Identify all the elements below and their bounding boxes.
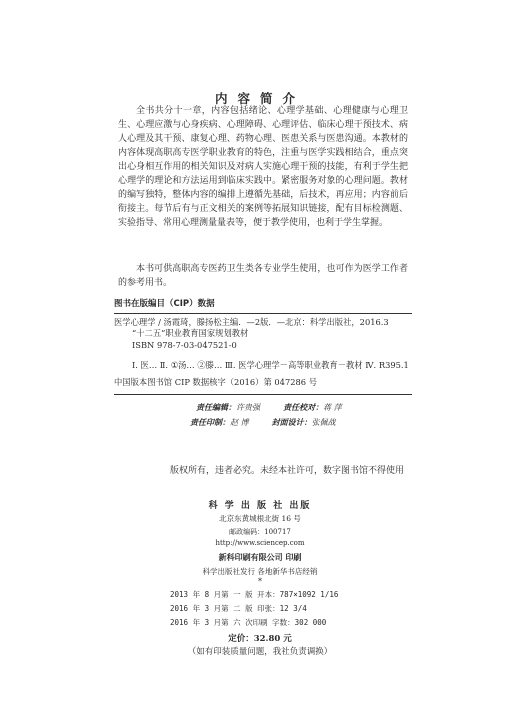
printer-label: 责任印制： bbox=[190, 417, 230, 427]
cip-bottom-rule bbox=[114, 394, 412, 395]
cover-designer-name: 张佩战 bbox=[311, 418, 336, 427]
cip-subject-line: Ⅰ. 医… Ⅱ. ①汤… ②滕… Ⅲ. 医学心理学－高等职业教育－教材 Ⅳ. R395.1 bbox=[132, 360, 409, 370]
publisher-address: 北京东黄城根北街 16 号 bbox=[219, 514, 301, 523]
rights-statement: 版权所有，违者必究。未经本社许可，数字图书馆不得使用 bbox=[170, 466, 405, 476]
edition-row-3: 2016 年 3 月第 六 次印刷 字数：302 000 bbox=[170, 618, 327, 627]
book-price: 定价：32.80 元 bbox=[228, 634, 292, 644]
publisher-name: 科 学 出 版 社 出版 bbox=[208, 501, 312, 511]
intro-title: 内容简介 bbox=[214, 91, 305, 106]
proofreader-label: 责任校对： bbox=[283, 402, 324, 412]
publisher-url: http://www.sciencep.com bbox=[215, 539, 305, 547]
cip-record-line: 医学心理学 / 汤霞琦，滕扬松主编．—2版．—北京：科学出版社，2016.3 bbox=[114, 317, 389, 327]
staff-row-production bbox=[190, 417, 336, 428]
cip-series-line: “十二五”职业教育国家规划教材 bbox=[132, 328, 249, 338]
edition-row-2: 2016 年 3 月第 二 版 印张：12 3/4 bbox=[170, 604, 307, 613]
intro-paragraph-2: 本书可供高职高专医药卫生类各专业学生使用，也可作为医学工作者的参考用书。 bbox=[118, 264, 408, 288]
printing-company: 新科印刷有限公司 印刷 bbox=[218, 552, 302, 562]
proofreader-name: 蒋 萍 bbox=[323, 403, 342, 412]
intro-paragraph-1: 全书共分十一章，内容包括绪论、心理学基础、心理健康与心理卫生、心理应激与心身疾病、心理障碍、心理评估、临床心理干预技术、病人心理及其干预、康复心理、药物心理、医患关系与医患沟通。本教材的内容体现高职高专医学职业教育的特色，注重与医学实践相结合，重点突出心身相互作用的相关知识及对病人实施心理干预的技能，有利于学生把心理学的理论和方法运用到临床实践中。紧密服务对象的心理问题。教材的编写独特，整体内容的编排上遵循先基础，后技术，再应用；内容前后衔接主。每节后有与正文相关的案例等拓展知识链接，配有目标检测题、实验指导、常用心理测量量表等，便于教学使用，也利于学生掌握。 bbox=[118, 106, 408, 228]
editor-label: 责任编辑： bbox=[196, 402, 236, 412]
edition-row-1: 2013 年 8 月第 一 版 开本：787×1092 1/16 bbox=[170, 590, 339, 599]
printer-name: 赵 博 bbox=[230, 418, 249, 427]
publisher-postcode: 邮政编码：100717 bbox=[229, 528, 291, 536]
cip-top-rule bbox=[114, 313, 412, 314]
separator-asterisk: * bbox=[258, 577, 262, 586]
cip-heading: 图书在版编目（CIP）数据 bbox=[114, 299, 215, 309]
distribution-line: 科学出版社发行 各地新华书店经销 bbox=[202, 567, 318, 576]
quality-notice: （如有印装质量问题，我社负责调换） bbox=[187, 647, 333, 657]
editor-name: 许贵强 bbox=[236, 403, 260, 412]
cip-library-line: 中国版本图书馆 CIP 数据核字（2016）第 047286 号 bbox=[114, 377, 317, 387]
staff-row-editors bbox=[196, 402, 342, 413]
cip-isbn-line: ISBN 978-7-03-047521-0 bbox=[132, 340, 237, 350]
cover-label: 封面设计： bbox=[271, 417, 312, 427]
